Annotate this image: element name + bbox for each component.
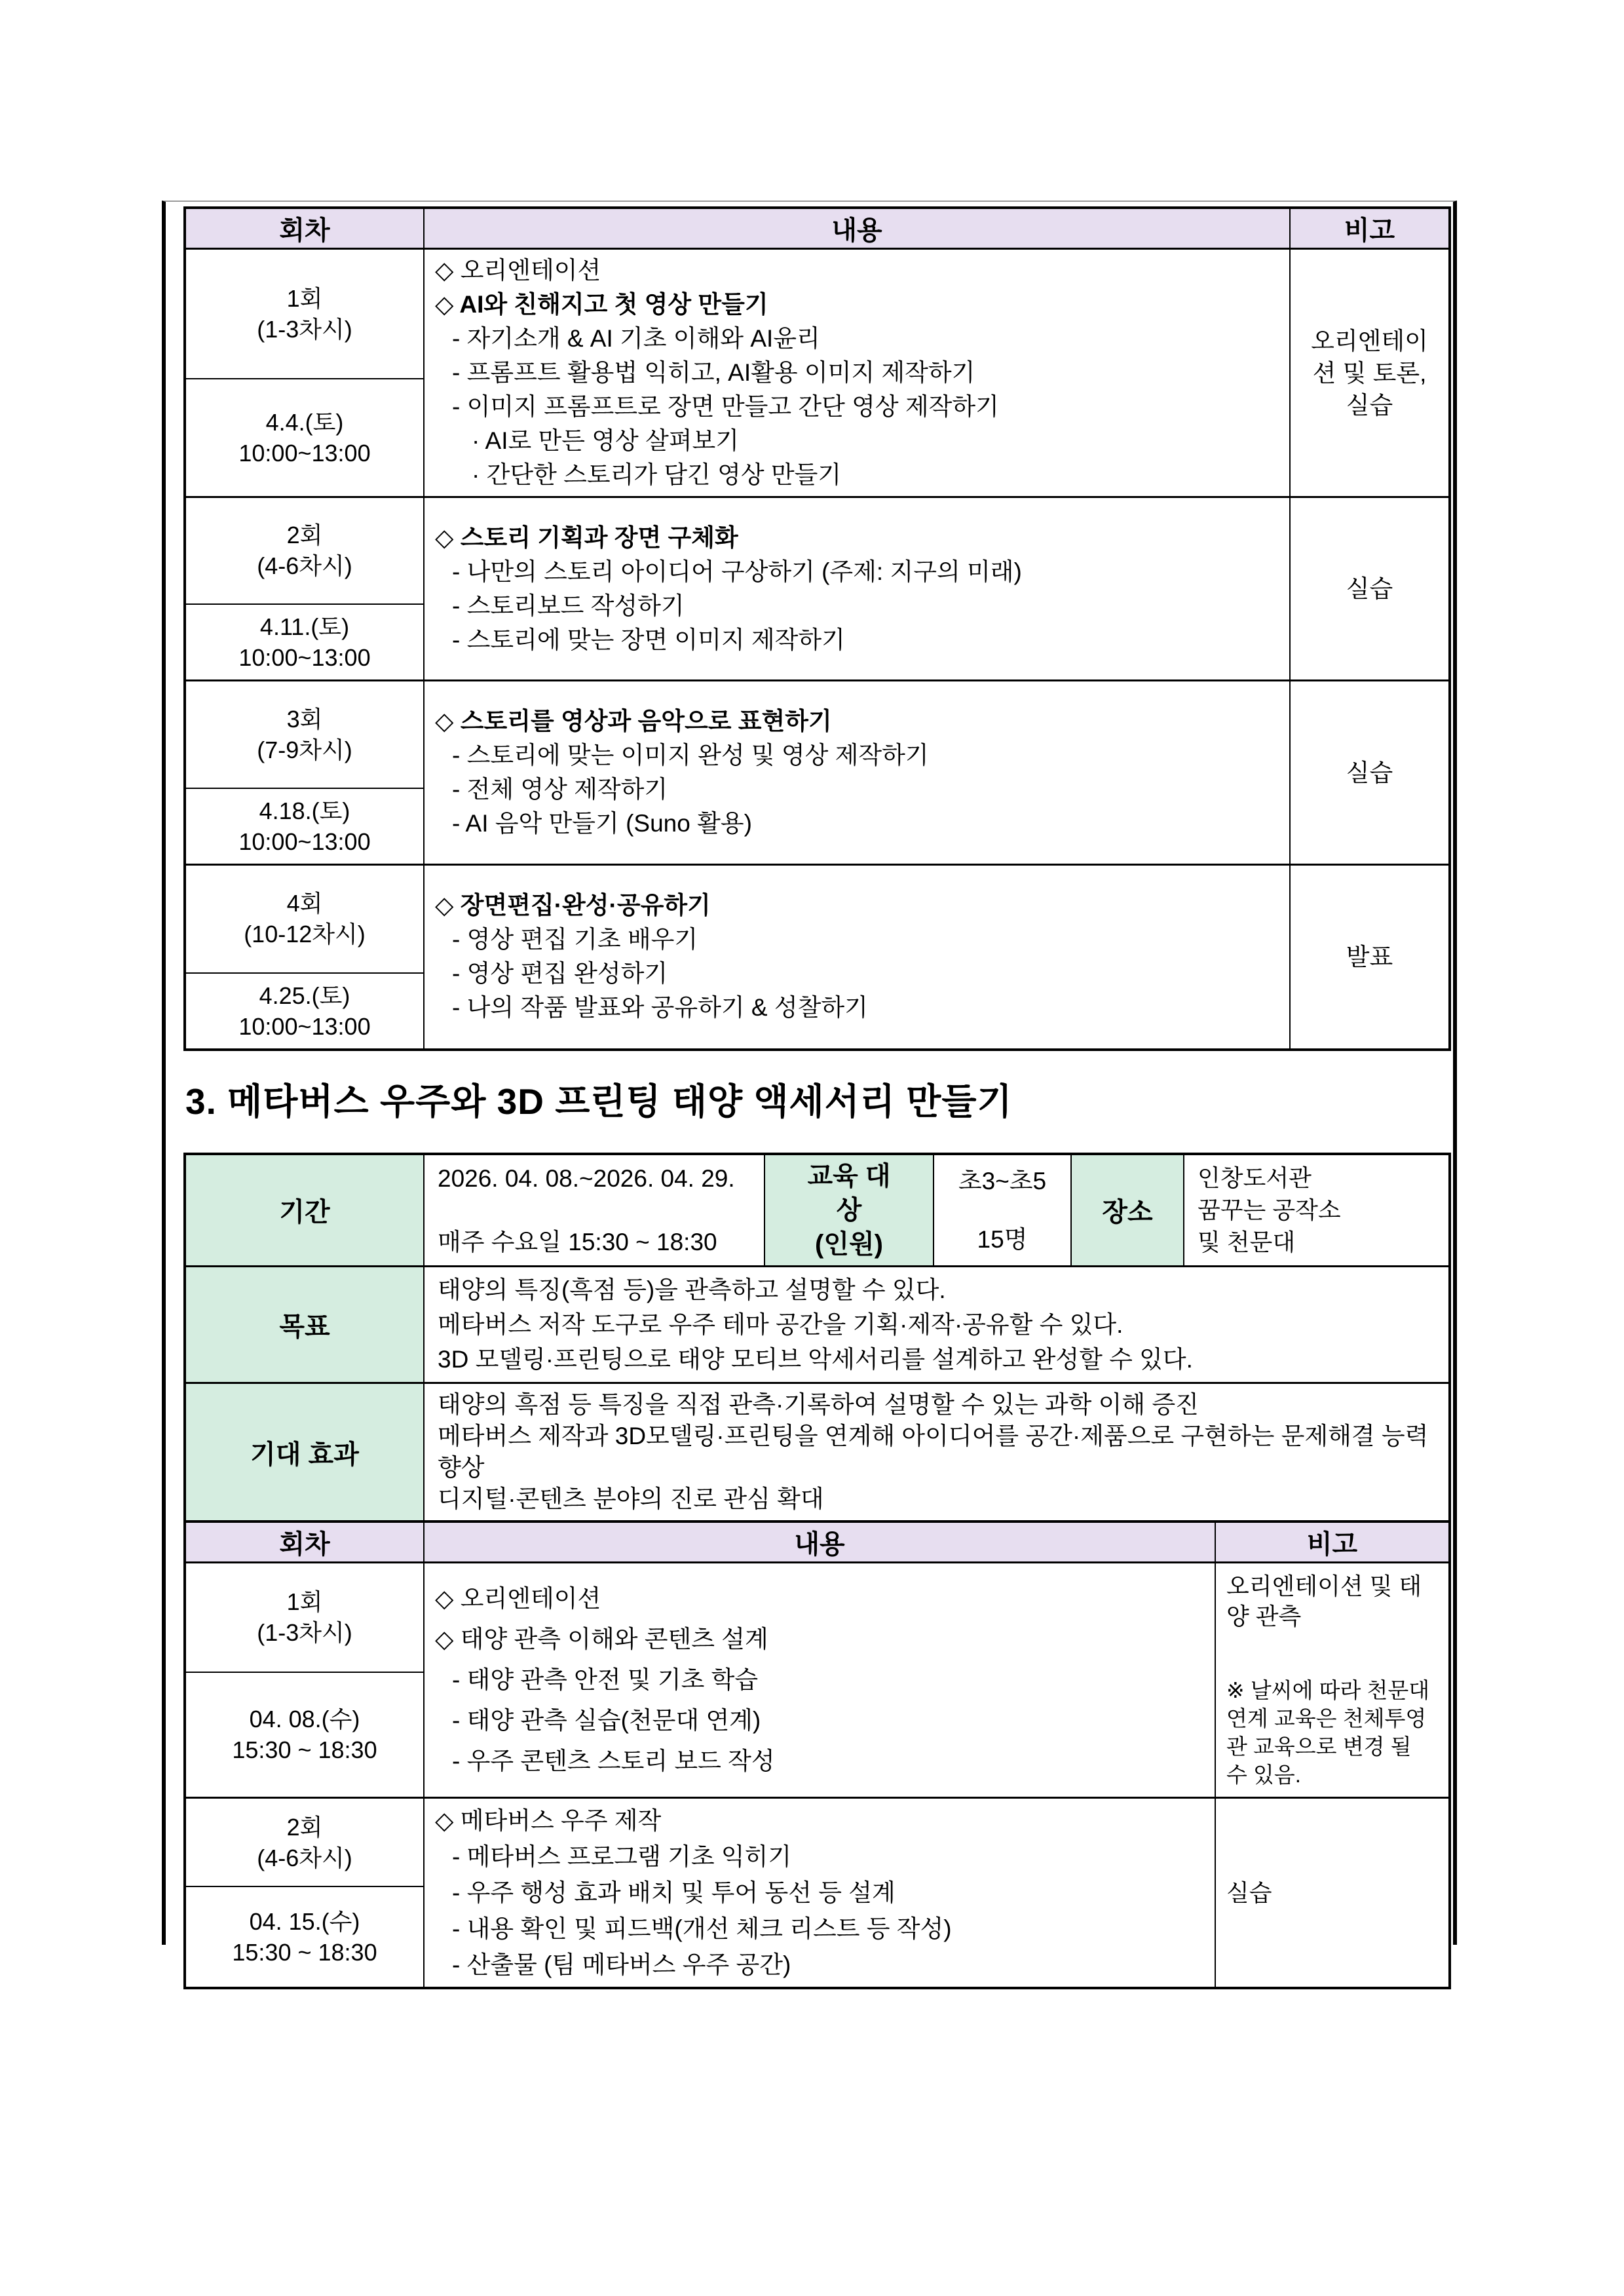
- session-note-cell: [1215, 1563, 1450, 1798]
- place-line: 및 천문대: [1198, 1229, 1296, 1256]
- period-dates: 2026. 04. 08.~2026. 04. 29.: [438, 1164, 735, 1192]
- content-line: ◇ 메타버스 우주 제작: [435, 1807, 662, 1834]
- info-row-goal: [185, 1267, 1450, 1383]
- session-number: 2회: [286, 522, 323, 549]
- session-lessons: (1-3차시): [257, 1619, 352, 1647]
- content-line: - 스토리보드 작성하기: [452, 592, 685, 619]
- place-value-cell: [1184, 1154, 1450, 1267]
- session-number: 2회: [286, 1813, 323, 1841]
- column-header-note: 비고: [1215, 1521, 1450, 1563]
- content-line: ◇ 오리엔테이션: [435, 257, 601, 284]
- schedule2-header-row: [185, 1521, 1450, 1563]
- target-value-cell: [934, 1154, 1071, 1267]
- session-time: 10:00~13:00: [238, 828, 371, 855]
- session-time: 15:30 ~ 18:30: [232, 1736, 377, 1764]
- target-label-cell: [765, 1154, 934, 1267]
- effect-label-cell: 기대 효과: [185, 1383, 424, 1522]
- target-grade: 초3~초5: [958, 1167, 1047, 1195]
- effect-line: 태양의 흑점 등 특징을 직접 관측·기록하여 설명할 수 있는 과학 이해 증진: [438, 1391, 1199, 1418]
- content-line: - 나의 작품 발표와 공유하기 & 성찰하기: [452, 994, 868, 1022]
- session-row: [185, 249, 1450, 379]
- content-line: - 우주 행성 효과 배치 및 투어 동선 등 설계: [452, 1879, 896, 1906]
- session-number-cell: [185, 865, 424, 973]
- ai-video-schedule-table: [183, 206, 1451, 1051]
- content-line: - 영상 편집 완성하기: [452, 960, 668, 987]
- session-content-cell: [424, 1798, 1215, 1989]
- session-date-cell: [185, 1672, 424, 1798]
- session-number-cell: [185, 497, 424, 604]
- session-note-cell: 실습: [1290, 681, 1450, 865]
- content-line: - 산출물 (팀 메타버스 우주 공간): [452, 1951, 791, 1978]
- session-date: 04. 15.(수): [249, 1908, 360, 1936]
- content-line: - 영상 편집 기초 배우기: [452, 926, 698, 953]
- period-weekly: 매주 수요일 15:30 ~ 18:30: [438, 1228, 717, 1255]
- session-time: 10:00~13:00: [238, 439, 371, 467]
- content-line: ◇ AI와 친해지고 첫 영상 만들기: [435, 291, 768, 318]
- content-line: - 전체 영상 제작하기: [452, 776, 668, 803]
- session-note-cell: 실습: [1215, 1798, 1450, 1989]
- program-info-table: [183, 1153, 1451, 1523]
- content-line: · AI로 만든 영상 살펴보기: [472, 427, 740, 454]
- period-label-cell: 기간: [185, 1154, 424, 1267]
- session-date: 04. 08.(수): [249, 1706, 360, 1733]
- session-content-cell: [424, 497, 1290, 681]
- session-number: 1회: [286, 284, 323, 312]
- goal-line: 메타버스 저작 도구로 우주 테마 공간을 기획·제작·공유할 수 있다.: [438, 1311, 1124, 1338]
- session-lessons: (7-9차시): [257, 736, 352, 763]
- metaverse-schedule-table: [183, 1520, 1451, 1989]
- goal-line: 태양의 특징(흑점 등)을 관측하고 설명할 수 있다.: [438, 1276, 946, 1303]
- session-number-cell: [185, 681, 424, 788]
- content-line: - AI 음악 만들기 (Suno 활용): [452, 810, 752, 837]
- session-content-cell: [424, 865, 1290, 1050]
- content-line: - 나만의 스토리 아이디어 구상하기 (주제: 지구의 미래): [452, 558, 1022, 585]
- session-number-cell: [185, 249, 424, 379]
- period-value-cell: [424, 1154, 765, 1267]
- content-line: - 자기소개 & AI 기초 이해와 AI윤리: [452, 325, 820, 352]
- session-note-cell: 발표: [1290, 865, 1450, 1050]
- session-date-cell: [185, 973, 424, 1050]
- session-row: [185, 1798, 1450, 1887]
- content-line: ◇ 스토리 기획과 장면 구체화: [435, 524, 738, 551]
- schedule1-header-row: [185, 208, 1450, 249]
- content-line: ◇ 장면편집·완성·공유하기: [435, 892, 711, 919]
- content-line: - 내용 확인 및 피드백(개선 체크 리스트 등 작성): [452, 1915, 952, 1942]
- session-date-cell: [185, 604, 424, 681]
- session-number-cell: [185, 1563, 424, 1672]
- session-row: [185, 1563, 1450, 1672]
- session-date-cell: [185, 379, 424, 497]
- place-label-cell: 장소: [1071, 1154, 1184, 1267]
- info-row-period: [185, 1154, 1450, 1267]
- session-row: [185, 681, 1450, 788]
- effect-line: 디지털·콘텐츠 분야의 진로 관심 확대: [438, 1485, 824, 1512]
- target-count: 15명: [977, 1225, 1028, 1253]
- note-weather-remark: ※ 날씨에 따라 천문대 연계 교육은 천체투영관 교육으로 변경 될 수 있음.: [1226, 1678, 1430, 1787]
- session-date-cell: [185, 788, 424, 865]
- session-content-cell: [424, 681, 1290, 865]
- effect-line: 메타버스 제작과 3D모델링·프린팅을 연계해 아이디어를 공간·제품으로 구현하는 문제해결 능력 향상: [438, 1423, 1429, 1481]
- session-number: 1회: [286, 1588, 323, 1616]
- session-number-cell: [185, 1798, 424, 1887]
- session-row: [185, 497, 1450, 604]
- page-frame: [162, 201, 1457, 1978]
- content-line: - 태양 관측 실습(천문대 연계): [452, 1707, 761, 1734]
- place-line: 인창도서관: [1198, 1164, 1312, 1192]
- session-time: 15:30 ~ 18:30: [232, 1939, 377, 1966]
- place-line: 꿈꾸는 공작소: [1198, 1196, 1341, 1224]
- note-main: 오리엔테이션 및 태양 관측: [1226, 1573, 1422, 1630]
- session-content-cell: [424, 249, 1290, 497]
- column-header-session: 회차: [185, 1521, 424, 1563]
- content-line: - 메타버스 프로그램 기초 익히기: [452, 1843, 792, 1870]
- session-lessons: (4-6차시): [257, 1844, 352, 1871]
- content-line: ◇ 오리엔테이션: [435, 1585, 601, 1612]
- content-line: · 간단한 스토리가 담긴 영상 만들기: [472, 461, 842, 488]
- content-line: - 우주 콘텐츠 스토리 보드 작성: [452, 1748, 775, 1774]
- session-lessons: (1-3차시): [257, 315, 352, 343]
- session-date-cell: [185, 1886, 424, 1988]
- column-header-content: 내용: [424, 208, 1290, 249]
- session-number: 4회: [286, 890, 323, 917]
- session-time: 10:00~13:00: [238, 1012, 371, 1040]
- goal-value-cell: [424, 1267, 1450, 1383]
- content-line: - 스토리에 맞는 이미지 완성 및 영상 제작하기: [452, 742, 929, 769]
- target-label: 교육 대상: [807, 1161, 891, 1225]
- session-number: 3회: [286, 705, 323, 733]
- session-date: 4.25.(토): [259, 982, 350, 1009]
- session-note-cell: 실습: [1290, 497, 1450, 681]
- session-time: 10:00~13:00: [238, 643, 371, 671]
- effect-value-cell: [424, 1383, 1450, 1522]
- column-header-session: 회차: [185, 208, 424, 249]
- session-content-cell: [424, 1563, 1215, 1798]
- content-line: - 이미지 프롬프트로 장면 만들고 간단 영상 제작하기: [452, 393, 999, 420]
- goal-label-cell: 목표: [185, 1267, 424, 1383]
- column-header-note: 비고: [1290, 208, 1450, 249]
- session-date: 4.11.(토): [259, 613, 350, 640]
- section-3-title: 3. 메타버스 우주와 3D 프린팅 태양 액세서리 만들기: [185, 1081, 1013, 1122]
- content-line: - 태양 관측 안전 및 기초 학습: [452, 1666, 759, 1693]
- session-date: 4.18.(토): [259, 797, 350, 824]
- content-line: - 스토리에 맞는 장면 이미지 제작하기: [452, 626, 845, 653]
- target-label-sub: (인원): [815, 1229, 883, 1259]
- session-date: 4.4.(토): [265, 408, 344, 436]
- info-row-effect: [185, 1383, 1450, 1522]
- goal-line: 3D 모델링·프린팅으로 태양 모티브 악세서리를 설계하고 완성할 수 있다.: [438, 1346, 1193, 1373]
- session-lessons: (4-6차시): [257, 552, 352, 580]
- content-line: ◇ 태양 관측 이해와 콘텐츠 설계: [435, 1626, 768, 1653]
- session-lessons: (10-12차시): [244, 921, 366, 948]
- session-note-cell: 오리엔테이션 및 토론, 실습: [1290, 249, 1450, 497]
- column-header-content: 내용: [424, 1521, 1215, 1563]
- session-row: [185, 865, 1450, 973]
- content-line: ◇ 스토리를 영상과 음악으로 표현하기: [435, 708, 832, 735]
- content-line: - 프롬프트 활용법 익히고, AI활용 이미지 제작하기: [452, 359, 975, 386]
